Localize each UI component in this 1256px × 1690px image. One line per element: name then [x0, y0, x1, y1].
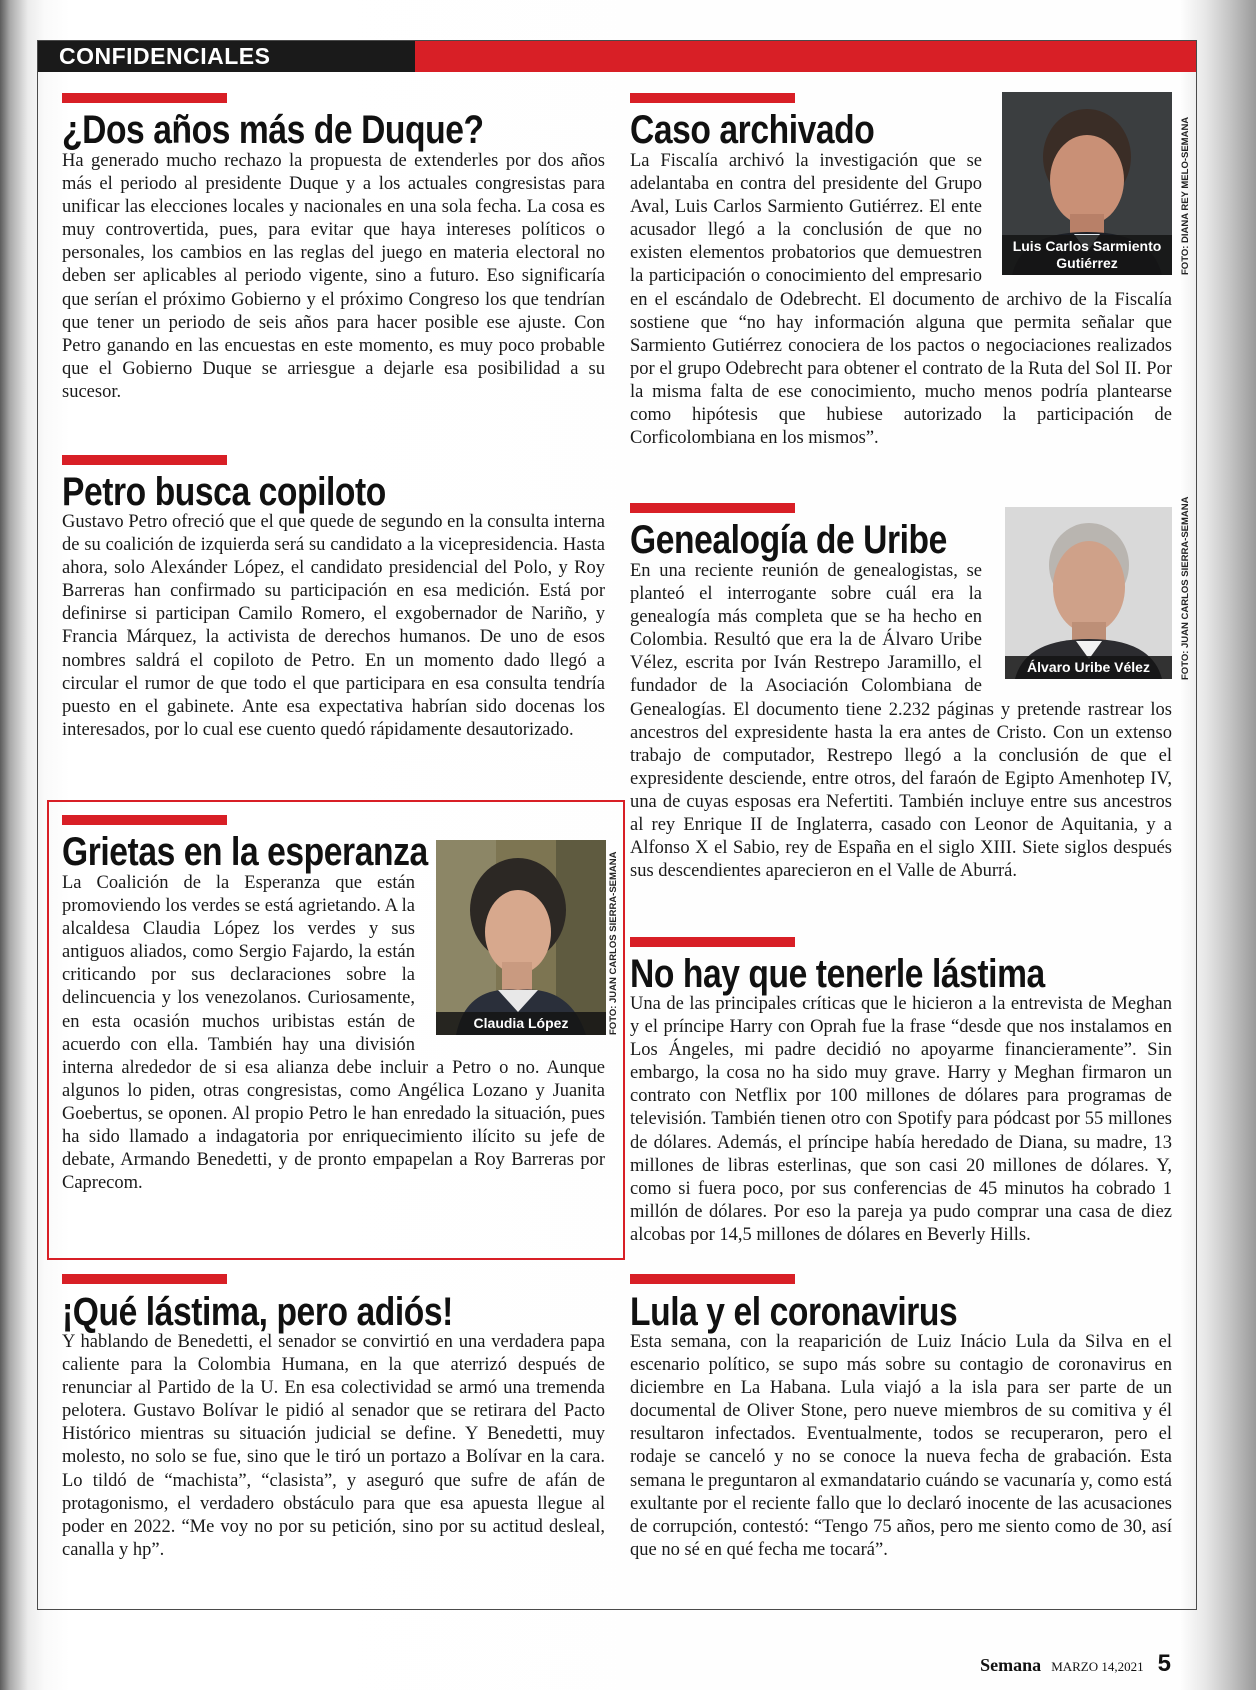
article-body: En una reciente reunión de genealogistas, se planteó el interrogante sobre cuál era la genealogía más completa que se ha hecho en Colombia. Resultó que era la de Álvaro Uribe Vélez, escrita por Iván Restrepo Jaramillo, el fundador de la Asociación Colombiana de Genealogías. El documento tiene 2.232 páginas y pretende rastrear los ancestros del expresidente hasta la era antes de Cristo. Con un extenso trabajo de computador, Restrepo llegó a la conclusión de que el expresidente desciende, entre otros, del faraón de Egipto Amenhotep IV, una de cuyas esposas era Nefertiti. También incluye entre sus ancestros al rey Enrique II de Inglaterra, casado con Leonor de Aquitania, y a Alfonso X el Sabio, rey de España en el siglo XIII. Siete siglos después sus descendientes aparecieron en el Valle de Aburrá. [630, 561, 1172, 882]
photo-spacer [982, 150, 1172, 272]
photo-credit: FOTO: DIANA REY MELO-SEMANA [1180, 116, 1191, 275]
photo-caption: Luis Carlos Sarmiento Gutiérrez [1002, 235, 1172, 275]
section-title: CONFIDENCIALES [59, 43, 271, 69]
article-body: Ha generado mucho rechazo la propuesta de extenderles por dos años más el periodo al presidente Duque y a los actuales congresistas para unificar las elecciones locales y nacionales en una sola fecha. La cosa es muy controvertida, pues, para evitar que haya intereses políticos o personales, los cambios en las reglas del juego en materia electoral no deben ser aplicables al periodo vigente, sino a futuro. Eso significaría que serían el próximo Gobierno y el próximo Congreso los que tendrían que tener un periodo de seis años para hacer posible ese ajuste. Con Petro ganando en las encuestas en este momento, es muy poco probable que el Gobierno Duque se arriesgue a dejarle esa posibilidad a su sucesor. [62, 151, 605, 402]
issue-date: MARZO 14,2021 [1051, 1659, 1144, 1674]
article-accent-bar [630, 1274, 795, 1284]
article-accent-bar [62, 815, 227, 825]
article-title: No hay que tenerle lástima [630, 952, 1045, 996]
photo-spacer [415, 872, 605, 1036]
article-title: Genealogía de Uribe [630, 518, 947, 562]
article-title: Petro busca copiloto [62, 470, 386, 514]
page-footer [980, 1650, 1171, 1678]
article-body: Una de las principales críticas que le hicieron a la entrevista de Meghan y el príncipe Harry con Oprah fue la frase “desde que nos instalamos en Los Ángeles, mi padre decidió no apoyarme financieramente”. Sin embargo, la cosa no ha sido muy grave. Harry y Meghan firmaron un contrato con Netflix por 100 millones de dólares para programas de televisión. También tienen otro con Spotify para pódcast por 55 millones de dólares. Además, el príncipe había heredado de Diana, su madre, 13 millones de libras esterlinas, que son casi 20 millones de dólares. Y, como si fuera poco, por sus conferencias de 45 minutos ha cobrado 1 millón de dólares. Por eso la pareja ya pudo comprar una casa de diez alcobas por 14,5 millones de dólares en Beverly Hills. [630, 994, 1172, 1245]
article-body: Gustavo Petro ofreció que el que quede de segundo en la consulta interna de su coalición de izquierda será su candidato a la vicepresidencia. Hasta ahora, solo Alexánder López, el candidato presidencial del Polo, y Roy Barreras han confirmado su participación en esa medición. Está por definirse si participan Camilo Romero, el exgobernador de Nariño, y Francia Márquez, la activista de derechos humanos. De uno de esos nombres saldrá el copiloto de Petro. En un momento dado llegó a circular el rumor de que todo el que participara en esa consulta tendría puesto en el gabinete. Ante esa expectativa habrían sido docenas los interesados, por lo cual ese cuento quedó rápidamente desautorizado. [62, 512, 605, 740]
photo-spacer [982, 560, 1172, 682]
article-accent-bar [62, 1274, 227, 1284]
article-body: Y hablando de Benedetti, el senador se convirtió en una verdadera papa caliente para la Colombia Humana, en la que aterrizó después de renunciar al Partido de la U. En esa colectividad se armó una tremenda pelotera. Gustavo Bolívar le pidió al senador que se retirara del Pacto Histórico mientras su situación judicial se define. Y Benedetti, muy molesto, no solo se fue, sino que le tiró un portazo a Bolívar en la cara. Lo tildó de “machista”, “clasista”, y aseguró que sufre de afán de protagonismo, el verdadero obstáculo para que esa apuesta llegue al poder en 2022. “Me voy no por su petición, sino por su actitud desleal, canalla y hp”. [62, 1332, 605, 1560]
article-accent-bar [630, 937, 795, 947]
article-body: La Fiscalía archivó la investigación que se adelantaba en contra del presidente del Grupo Aval, Luis Carlos Sarmiento Gutiérrez. El ente acusador llegó a la conclusión de que no existen elementos probatorios que demuestren la participación o conocimiento del empresario en el escándalo de Odebrecht. El documento de archivo de la Fiscalía sostiene que “no hay información alguna que permita señalar que Sarmiento Gutiérrez conociera de los pactos o negociaciones realizados por el grupo Odebrecht para obtener el contrato de la Ruta del Sol II. Por la misma falta de ese conocimiento, mucho menos podría plantearse como hipótesis que hubiese autorizado la participación de Corficolombiana en los mismos”. [630, 151, 1172, 449]
photo-credit: FOTO: JUAN CARLOS SIERRA-SEMANA [608, 851, 619, 1035]
photo-credit: FOTO: JUAN CARLOS SIERRA-SEMANA [1180, 496, 1191, 680]
article-accent-bar [630, 93, 795, 103]
article-body: La Coalición de la Esperanza que están promoviendo los verdes se está agrietando. A la alcaldesa Claudia López los verdes y sus antiguos aliados, como Sergio Fajardo, la están criticando por sus declaraciones sobre la delincuencia y los venezolanos. Curiosamente, en esta ocasión muchos uribistas están de acuerdo con ella. También hay una división interna alrededor de si esa alianza debe incluir a Petro o no. Aunque algunos lo piden, otras congresistas, como Angélica Lozano y Juanita Goebertus, se oponen. Al propio Petro le han enredado la situación, pues ha sido llamado a indagatoria por enriquecimiento ilícito su jefe de debate, Armando Benedetti, y de pronto empapelan a Roy Barreras por Caprecom. [62, 873, 605, 1194]
article-title: Grietas en la esperanza [62, 830, 428, 874]
page-number: 5 [1157, 1650, 1171, 1677]
article-accent-bar [630, 503, 795, 513]
magazine-name: Semana [980, 1655, 1042, 1675]
article-accent-bar [62, 93, 227, 103]
article-title: Caso archivado [630, 108, 875, 152]
article-title: ¡Qué lástima, pero adiós! [62, 1290, 453, 1334]
article-title: Lula y el coronavirus [630, 1290, 958, 1334]
photo-caption: Álvaro Uribe Vélez [1005, 656, 1172, 679]
article-accent-bar [62, 455, 227, 465]
article-title: ¿Dos años más de Duque? [62, 108, 484, 152]
article-body: Esta semana, con la reaparición de Luiz Inácio Lula da Silva en el escenario político, se supo más sobre su contagio de coronavirus en diciembre en La Habana. Lula viajó a la isla para ser parte de un documental de Oliver Stone, pero nueve miembros de su comitiva y él resultaron infectados. Eventualmente, todos se recuperaron, pero el rodaje se canceló y no se conoce la nueva fecha de grabación. Esta semana le preguntaron al exmandatario cuándo se vacunaría y, como está exultante por el reciente fallo que lo declaró inocente de las acusaciones de corrupción, contestó: “Tengo 75 años, pero me siento como de 30, así que no sé en qué fecha me tocará”. [630, 1332, 1172, 1560]
photo-caption: Claudia López [436, 1012, 606, 1035]
